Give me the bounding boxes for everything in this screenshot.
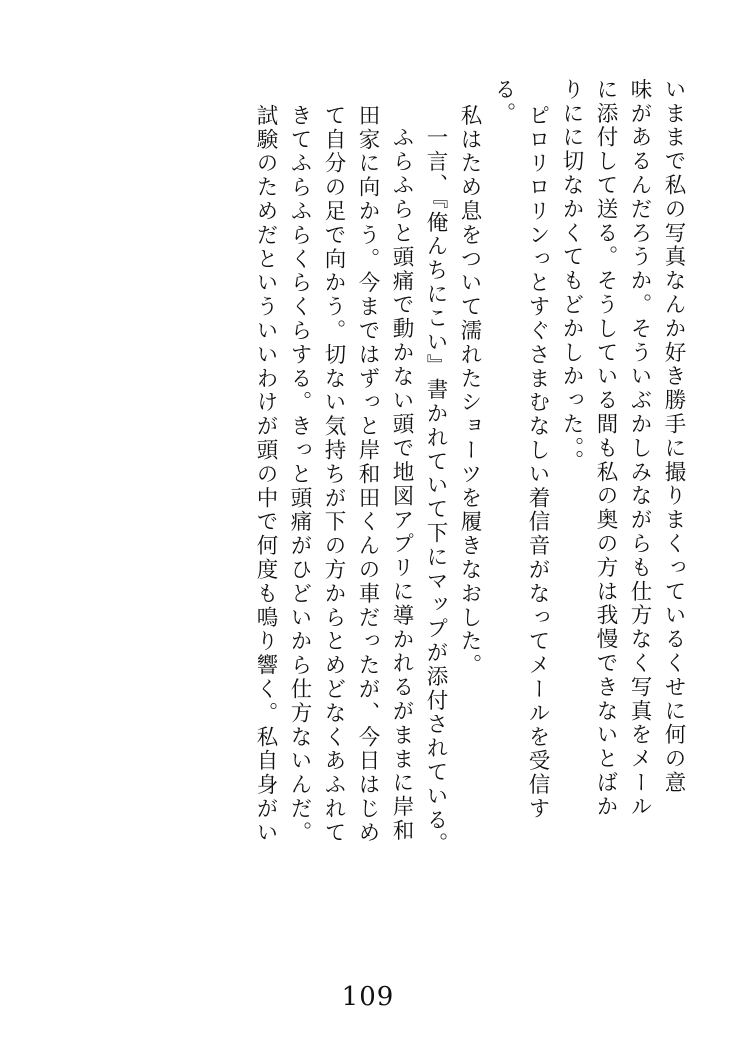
text-column: 一言、『俺んちにこい』書かれていて下にマップが添付されている。 (423, 126, 448, 857)
text-column: 試験のためだといういいわけが頭の中で何度も鳴り響く。私自身がい (253, 104, 278, 845)
text-column: いままで私の写真なんか好き勝手に撮りまくっているくせに何の意 (661, 78, 686, 795)
text-column: て自分の足で向かう。切ない気持ちが下の方からとめどなくあふれて (321, 104, 346, 845)
text-column: ふらふらと頭痛で動かない頭で地図アプリに導かれるがままに岸和 (389, 126, 414, 843)
page-number: 109 (341, 982, 395, 1012)
text-column: きてふらふらくらくらする。きっと頭痛がひどいから仕方ないんだ。 (287, 104, 312, 845)
text-column: 味があるんだろうか。そういぶかしみながらも仕方なく写真をメール (627, 78, 652, 819)
text-column: に添付して送る。そうしている間も私の奥の方は我慢できないとばか (593, 78, 618, 819)
text-column: る。 (491, 78, 516, 126)
vertical-text-body (52, 78, 684, 958)
text-column: ピロリロリンっとすぐさまむなしい着信音がなってメールを受信す (525, 104, 550, 821)
text-column: 私はため息をついて濡れたショーツを履きなおした。 (457, 104, 482, 678)
text-column: 田家に向かう。今まではずっと岸和田くんの車だったが、今日はじめ (355, 104, 380, 845)
text-column: りにに切なかくてもどかしかった。。 (559, 78, 584, 474)
